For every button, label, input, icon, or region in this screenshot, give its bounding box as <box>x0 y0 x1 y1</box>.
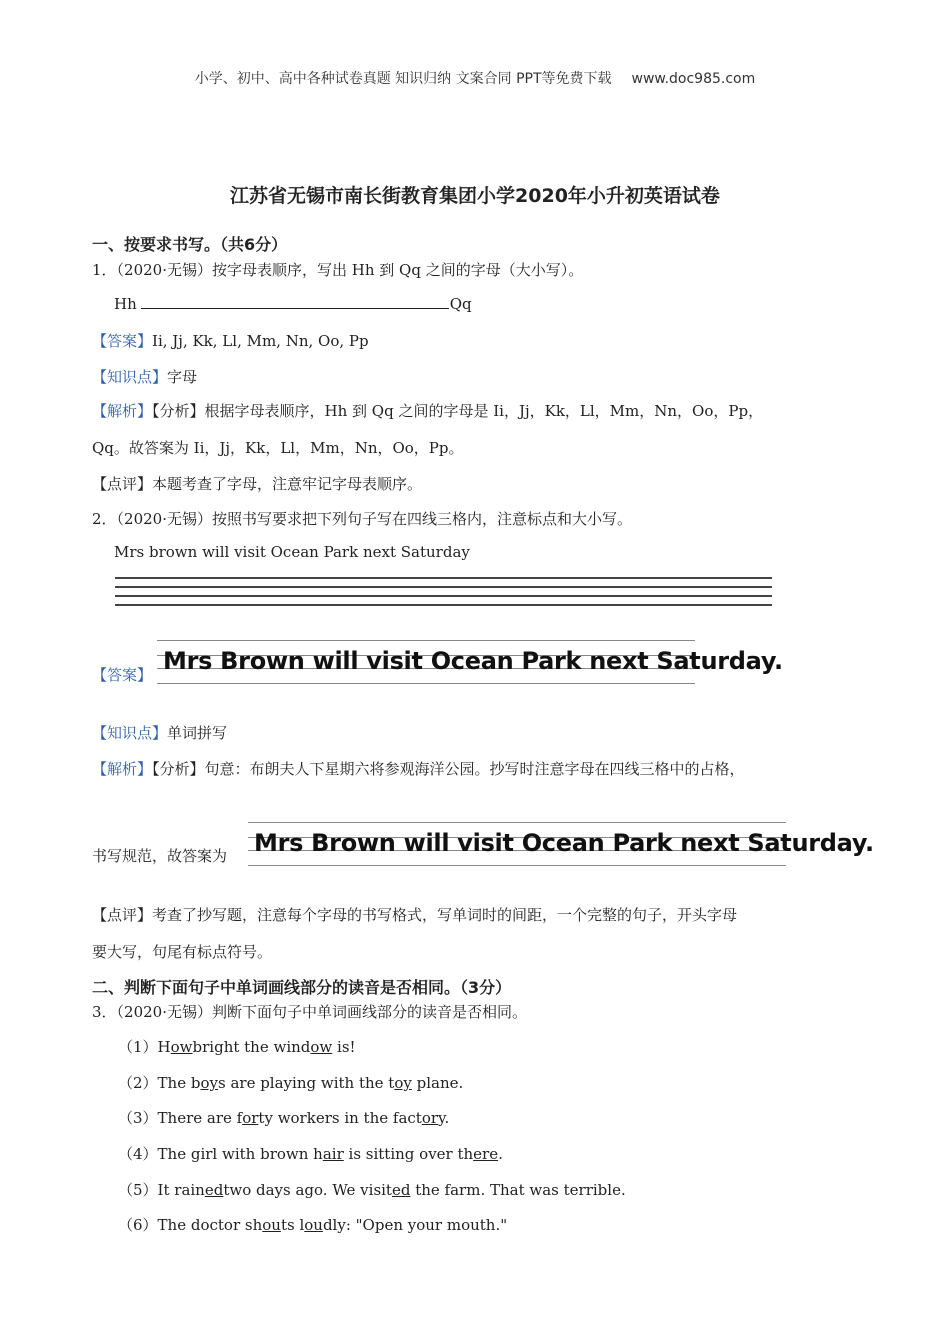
fill-left: Hh <box>114 295 137 313</box>
fill-right: Qq <box>449 295 472 313</box>
page-title: 江苏省无锡市南长街教育集团小学2020年小升初英语试卷 <box>230 185 720 207</box>
q3-item-4: （4）The girl with brown hair is sitting over there. <box>118 1145 503 1163</box>
kp-text: 单词拼写 <box>167 724 228 742</box>
header-url[interactable]: www.doc985.com <box>631 71 756 87</box>
analysis-tag: 【解析】 <box>92 402 153 420</box>
page-header <box>0 68 950 88</box>
q3-item-1: （1）Howbright the window is! <box>118 1038 356 1056</box>
answer-tag: 【答案】 <box>92 332 153 350</box>
q1-stem: 1．（2020·无锡）按字母表顺序，写出 Hh 到 Qq 之间的字母（大小写）。 <box>92 261 584 279</box>
kp-tag: 【知识点】 <box>92 724 168 742</box>
q2-comment-cont: 要大写，句尾有标点符号。 <box>92 943 273 961</box>
analysis-tag: 【解析】 <box>92 760 153 778</box>
q2-answer-tag: 【答案】 <box>92 666 153 684</box>
q1-analysis-cont: Qq。故答案为 Ii，Jj，Kk，Ll，Mm，Nn，Oo，Pp。 <box>92 439 464 457</box>
section-1-heading: 一、按要求书写。（共6分） <box>92 235 288 254</box>
q1-analysis <box>92 400 763 421</box>
kp-tag: 【知识点】 <box>92 368 168 386</box>
q1-fill-blank <box>114 294 472 313</box>
section-2-heading: 二、判断下面句子中单词画线部分的读音是否相同。（3分） <box>92 978 512 997</box>
handwritten-answer-2: Mrs Brown will visit Ocean Park next Saturday. <box>248 822 786 866</box>
q1-answer <box>92 330 369 351</box>
q3-stem: 3．（2020·无锡）判断下面句子中单词画线部分的读音是否相同。 <box>92 1003 527 1021</box>
q2-analysis-cont: 书写规范，故答案为 <box>92 847 228 865</box>
answer-text: Ii, Jj, Kk, Ll, Mm, Nn, Oo, Pp <box>152 332 369 350</box>
blank-line <box>141 294 449 309</box>
q2-knowledge-point <box>92 722 227 743</box>
q2-stem: 2．（2020·无锡）按照书写要求把下列句子写在四线三格内，注意标点和大小写。 <box>92 510 632 528</box>
kp-text: 字母 <box>167 368 198 386</box>
q1-knowledge-point <box>92 366 197 387</box>
analysis-text: 【分析】句意：布朗夫人下星期六将参观海洋公园。抄写时注意字母在四线三格中的占格， <box>152 760 745 778</box>
analysis-text: 【分析】根据字母表顺序，Hh 到 Qq 之间的字母是 Ii，Jj，Kk，Ll，Mm，Nn，Oo，Pp， <box>152 402 764 420</box>
handwritten-answer: Mrs Brown will visit Ocean Park next Saturday. <box>157 640 695 684</box>
q2-sentence: Mrs brown will visit Ocean Park next Saturday <box>114 543 470 561</box>
q1-comment: 【点评】本题考查了字母，注意牢记字母表顺序。 <box>92 475 423 493</box>
q2-analysis <box>92 758 745 779</box>
four-line-grid <box>115 577 772 607</box>
header-text: 小学、初中、高中各种试卷真题 知识归纳 文案合同 PPT等免费下载 <box>194 71 612 87</box>
q3-item-2: （2）The boys are playing with the toy plane. <box>118 1074 464 1092</box>
q2-comment: 【点评】考查了抄写题，注意每个字母的书写格式，写单词时的间距，一个完整的句子，开头字母 <box>92 906 738 924</box>
q3-item-5: （5）It rainedtwo days ago. We visited the farm. That was terrible. <box>118 1181 626 1199</box>
q3-item-6: （6）The doctor shouts loudly: "Open your mouth." <box>118 1216 508 1234</box>
q3-item-3: （3）There are forty workers in the factory. <box>118 1109 450 1127</box>
